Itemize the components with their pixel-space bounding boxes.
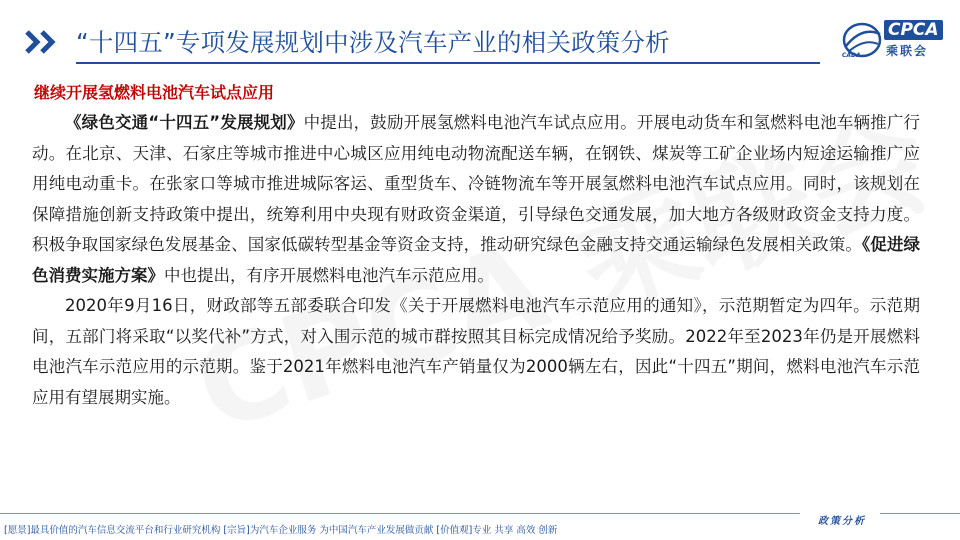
paragraph-1 — [32, 108, 920, 291]
paragraph-2: 2020年9月16日，财政部等五部委联合印发《关于开展燃料电池汽车示范应用的通知》，示范期暂定为四年。示范期间，五部门将采取“以奖代补”方式，对入围示范的城市群按照其目标完成情况给予奖励。2022年至2023年仍是开展燃料电池汽车示范应用的示范期。鉴于2021年燃料电池汽车产销量仅为2000辆左右，因此“十四五”期间，燃料电池汽车示范应用有望展期实施。 — [32, 296, 920, 407]
body-text — [32, 108, 920, 413]
paragraph-1-text-2: 中也提出，有序开展燃料电池汽车示范应用。 — [164, 265, 494, 285]
footer-section-label: 政策分析 — [818, 516, 866, 527]
title-underline — [76, 62, 820, 64]
logo-chinese-name: 乘联会 — [886, 44, 929, 58]
section-heading: 继续开展氢燃料电池汽车试点应用 — [34, 83, 275, 102]
paragraph-1-text: 中提出，鼓励开展氢燃料电池汽车试点应用。开展电动货车和氢燃料电池车辆推广行动。在北京、天津、石家庄等城市推进中心城区应用纯电动物流配送车辆，在钢铁、煤炭等工矿企业场内短途运输推广应用纯电动重卡。在张家口等城市推进城际客运、重型货车、冷链物流车等开展氢燃料电池汽车试点应用。同时，该规划在保障措施创新支持政策中提出，统筹利用中央现有财政资金渠道，引导绿色交通发展，加大地方各级财政资金支持力度。积极争取国家绿色发展基金、国家低碳转型基金等资金支持，推动研究绿色金融支持交通运输绿色发展相关政策。 — [32, 113, 920, 254]
policy-title-1: 《绿色交通“十四五”发展规划》 — [65, 113, 304, 132]
footer-divider — [0, 513, 800, 514]
footer-mission-text: [愿景]最具价值的汽车信息交流平台和行业研究机构 [宗旨]为汽车企业服务 为中国汽车产业发展做贡献 [价值观]专业 共享 高效 创新 — [4, 525, 558, 536]
policy-title-2: 《促进绿色消费实施方案》 — [32, 235, 921, 285]
header — [0, 0, 960, 70]
footer-divider-right — [880, 513, 960, 514]
logo-subtext: CADA — [842, 52, 861, 59]
logo-wordmark: CPCA — [884, 20, 943, 40]
double-chevron-right-icon — [24, 30, 60, 54]
page-title: “十四五”专项发展规划中涉及汽车产业的相关政策分析 — [76, 28, 670, 57]
